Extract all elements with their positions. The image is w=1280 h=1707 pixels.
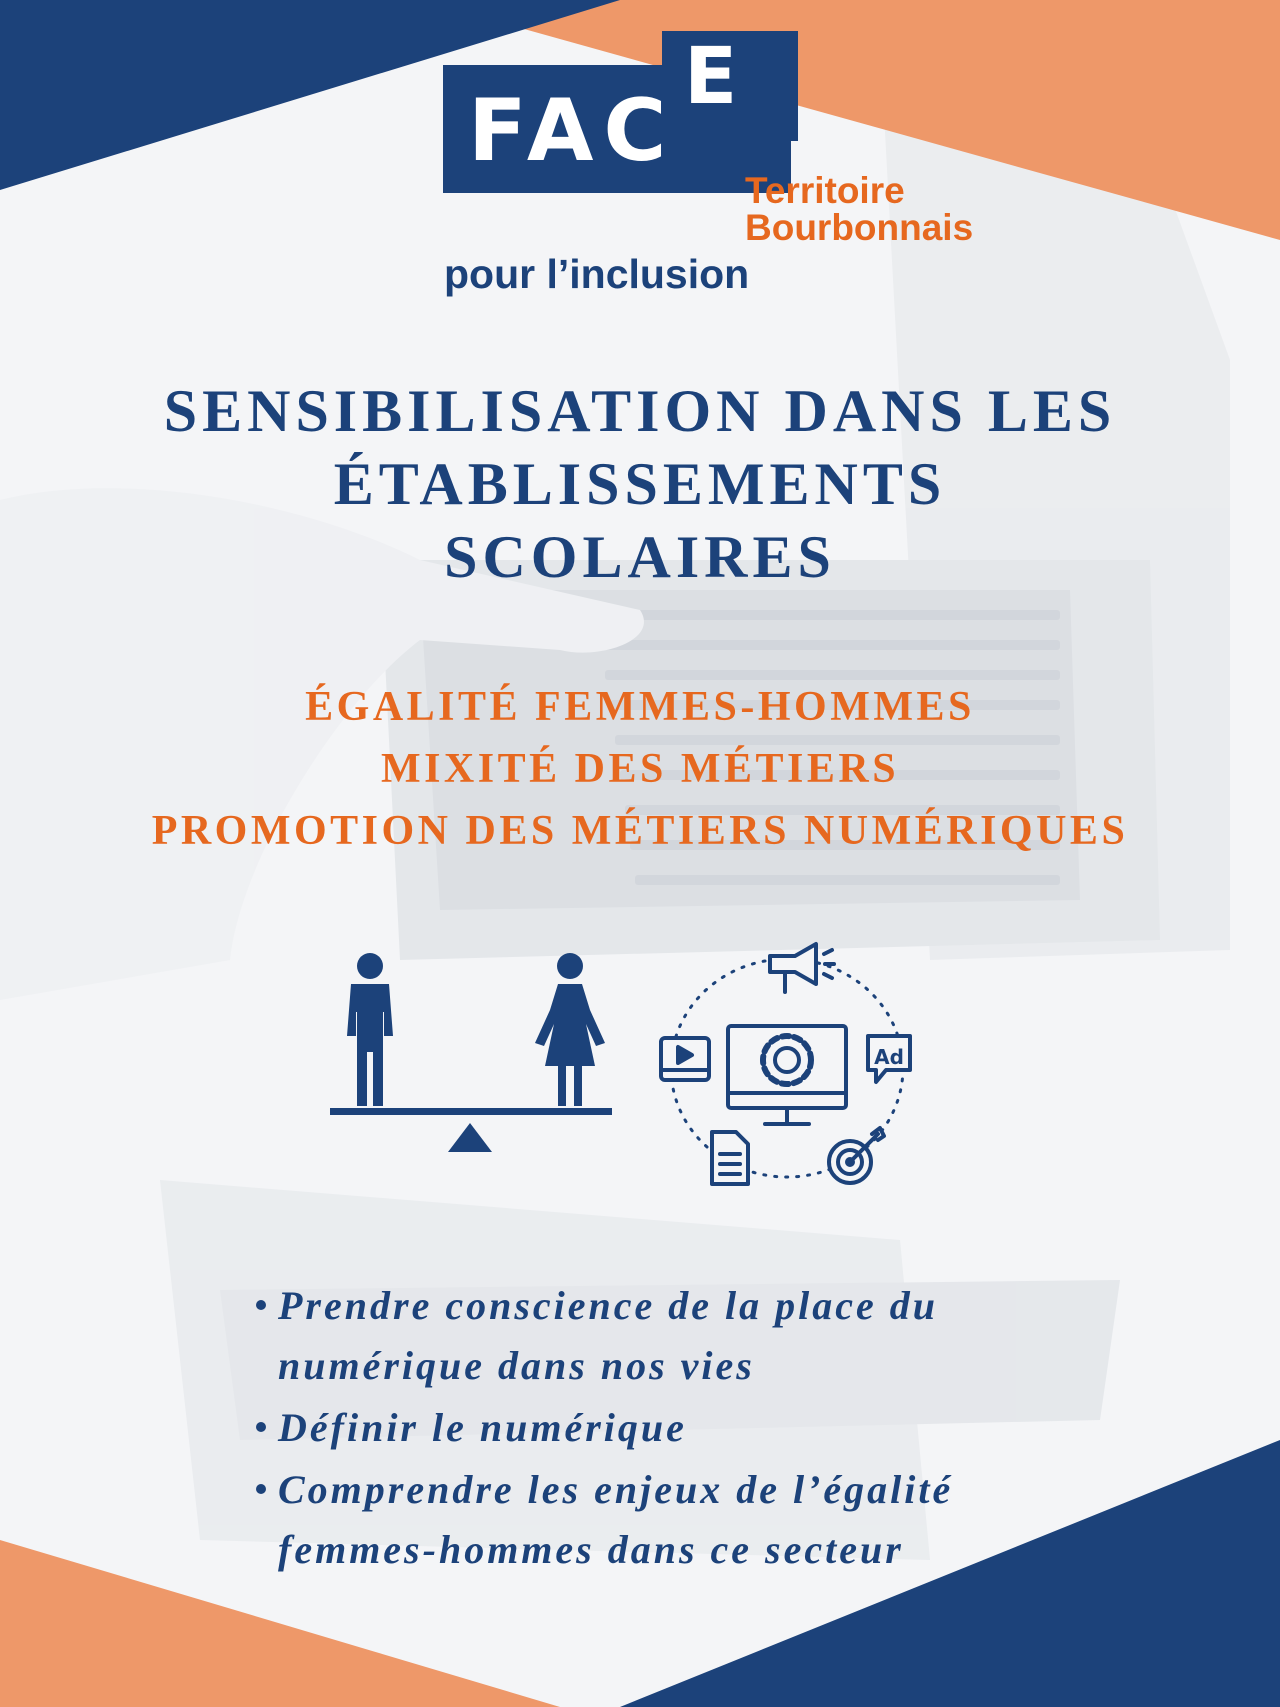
list-item xyxy=(256,1276,1106,1396)
subtitle-item: MIXITÉ DES MÉTIERS xyxy=(380,746,900,792)
subtitle-item: ÉGALITÉ FEMMES-HOMMES xyxy=(305,684,975,730)
list-item-text: Définir le numérique xyxy=(278,1405,687,1450)
title-line3: SCOLAIRES xyxy=(444,524,836,590)
list-item-text: Prendre conscience de la place du numérique dans nos vies xyxy=(278,1283,938,1388)
logo-territory xyxy=(745,172,973,246)
list-item xyxy=(256,1398,1106,1458)
ad-label: Ad xyxy=(874,1045,904,1069)
bullet-dot xyxy=(256,1300,266,1310)
bullet-dot xyxy=(256,1422,266,1432)
digital-marketing-cycle-icon xyxy=(661,944,910,1184)
list-item-text: Comprendre les enjeux de l’égalité femmes-hommes dans ce secteur xyxy=(278,1467,954,1572)
page-title xyxy=(40,375,1240,594)
logo-territory-line2: Bourbonnais xyxy=(745,207,974,248)
bullet-dot xyxy=(256,1484,266,1494)
title-line1: SENSIBILISATION DANS LES xyxy=(163,378,1117,444)
logo-territory-line1: Territoire xyxy=(745,170,905,211)
title-line2: ÉTABLISSEMENTS xyxy=(333,451,947,517)
logo-brand-e: E xyxy=(684,32,738,122)
logo-brand: FAC xyxy=(468,81,677,181)
subtitle-list xyxy=(40,676,1240,862)
illustration xyxy=(320,940,940,1200)
logo-tagline: pour l’inclusion xyxy=(444,251,750,297)
list-item xyxy=(256,1460,1106,1580)
gender-equality-balance-icon xyxy=(330,953,612,1152)
subtitle-item: PROMOTION DES MÉTIERS NUMÉRIQUES xyxy=(151,808,1129,854)
bullet-list xyxy=(256,1276,1106,1582)
